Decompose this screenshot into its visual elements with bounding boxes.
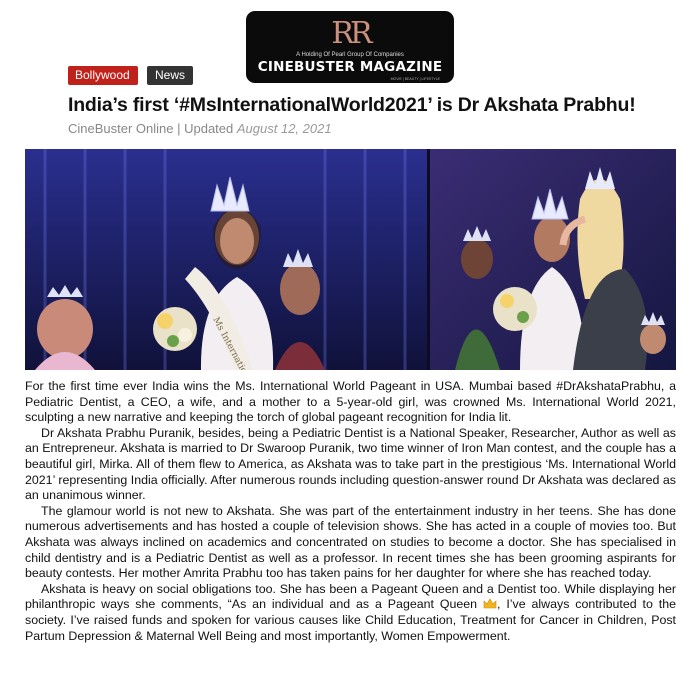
article-headline: India’s first ‘#MsInternationalWorld2021’ is Dr Akshata Prabhu! — [68, 94, 636, 116]
crown-icon — [483, 598, 497, 610]
hero-photo — [25, 149, 676, 370]
category-tag-bollywood[interactable]: Bollywood — [68, 66, 138, 85]
article-paragraph: For the first time ever India wins the Ms. International World Pageant in USA. Mumbai based #DrAkshataPrabhu, a Pediatric Dentist, a CEO, a wife, and a mother to a 5-year-old girl, was crowned Ms. International World 2021, sculpting a new narrative and keeping the torch of global pageant recognition for India lit. — [25, 379, 676, 425]
byline-date: August 12, 2021 — [236, 121, 332, 136]
byline-source: CineBuster Online | Updated — [68, 121, 234, 136]
crowning-photo-illustration — [25, 149, 676, 370]
article-paragraph-quote — [25, 582, 676, 644]
logo-monogram: RR — [331, 16, 369, 51]
logo-subline: MOVIE | BEAUTY | LIFESTYLE — [390, 77, 440, 81]
article-paragraph: Dr Akshata Prabhu Puranik, besides, being a Pediatric Dentist is a National Speaker, Researcher, Author as well as an Entrepreneur. Akshata is married to Dr Swaroop Puranik, two time winner of Iron Man contest, and the couple has a beautiful girl, Mirka. All of them flew to America, as Akshata was to take part in the prestigious ‘Ms. International World 2021’ representing India officially. After numerous rounds including question-answer round Dr Akshata was declared as an unanimous winner. — [25, 425, 676, 503]
logo-tagline: A Holding Of Pearl Group Of Companies — [296, 52, 404, 58]
magazine-logo[interactable] — [246, 11, 454, 83]
article-paragraph-part: Akshata is heavy on social obligations too. She has been a Pageant Queen and a Dentist too. While displaying her philanthropic ways she comments, “As an individual and as a Pageant Queen — [25, 581, 676, 612]
article-body — [25, 379, 676, 644]
article-paragraph-part: , I’ve always contributed to the society. I’ve raised funds and spoken for various causes like Child Education, Treatment for Cancer in Children, Post Partum Depression & Maternal Well Being and most importantly, Women Empowerment. — [25, 597, 676, 643]
category-tag-news[interactable]: News — [147, 66, 193, 85]
byline — [68, 121, 332, 136]
article-paragraph: The glamour world is not new to Akshata. She was part of the entertainment industry in her teens. She has done numerous advertisements and has hosted a couple of television shows. She has acted in a couple of movies too. But Akshata was always inclined on academics and concentrated on studies to become a doctor. She has specialised in child dentistry and is a Pediatric Dentist as well as a professor. In recent times she has been grooming aspirants for beauty contests. Her mother Amrita Prabhu too has taken pains for her daughter for where she has reached today. — [25, 503, 676, 581]
sash-text: Ms International — [210, 315, 256, 370]
logo-name: CINEBUSTER MAGAZINE — [257, 59, 443, 75]
